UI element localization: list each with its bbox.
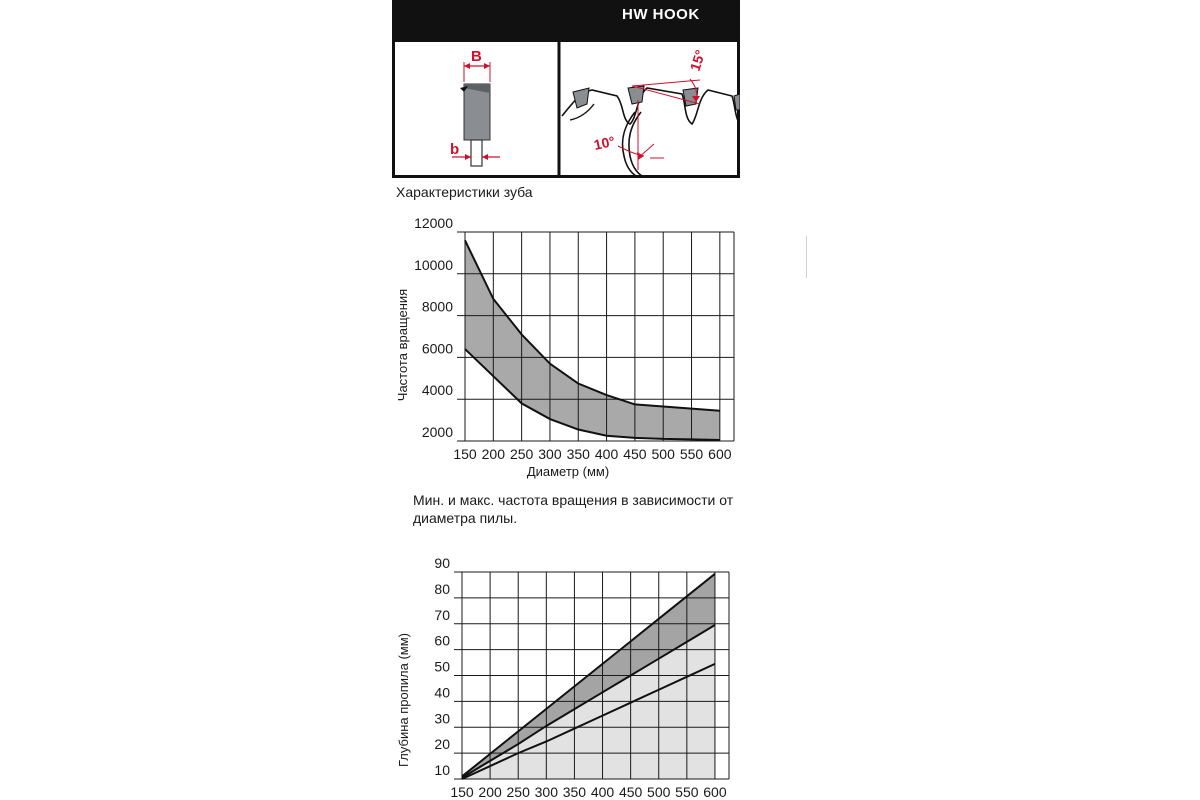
depth-y-tick-label: 90 xyxy=(434,555,450,571)
rpm-y-tick-label: 6000 xyxy=(421,340,453,357)
depth-y-tick-label: 80 xyxy=(434,580,450,597)
depth-y-tick-label: 70 xyxy=(434,606,450,623)
depth-y-tick-label: 10 xyxy=(434,762,450,778)
depth-x-tick-label: 350 xyxy=(562,784,587,800)
rpm-x-axis-title: Диаметр (мм) xyxy=(526,464,610,479)
depth-y-tick-label: 40 xyxy=(434,684,450,701)
rpm-x-tick-label: 300 xyxy=(538,446,562,462)
angle-hook-label: 15° xyxy=(686,47,709,73)
label-B: B xyxy=(471,48,482,65)
label-b: b xyxy=(450,141,460,158)
rpm-range-band xyxy=(465,240,720,440)
rpm-x-tick-label: 200 xyxy=(481,446,505,462)
tooth-type-title: HW HOOK xyxy=(622,6,700,23)
rpm-y-tick-label: 12000 xyxy=(414,215,453,231)
depth-x-tick-label: 550 xyxy=(675,784,699,800)
depth-x-tick-label: 150 xyxy=(450,784,474,800)
rpm-y-tick-label: 4000 xyxy=(421,382,453,399)
depth-x-tick-label: 450 xyxy=(618,784,643,800)
rpm-y-axis-title: Частота вращения xyxy=(395,288,410,402)
depth-y-tick-label: 30 xyxy=(434,710,450,727)
rpm-x-tick-label: 400 xyxy=(594,446,619,462)
depth-y-tick-label: 60 xyxy=(434,632,450,649)
depth-y-tick-label: 50 xyxy=(434,658,450,675)
rpm-x-tick-label: 350 xyxy=(566,446,590,462)
depth-x-tick-label: 300 xyxy=(534,784,558,800)
rpm-y-tick-label: 2000 xyxy=(421,424,453,440)
rpm-y-tick-label: 10000 xyxy=(414,256,453,273)
depth-x-tick-label: 200 xyxy=(478,784,502,800)
depth-x-tick-label: 600 xyxy=(703,784,727,800)
rpm-x-tick-label: 500 xyxy=(651,446,675,462)
depth-x-tick-label: 250 xyxy=(506,784,530,800)
rpm-y-tick-label: 8000 xyxy=(421,298,453,315)
divider-mark xyxy=(806,236,807,278)
depth-y-axis-title: Глубина пропила (мм) xyxy=(396,632,411,768)
angle-clearance-label: 10° xyxy=(592,132,617,153)
depth-x-tick-label: 500 xyxy=(647,784,671,800)
rpm-caption: Мин. и макс. частота вращения в зависимости от диаметра пилы. xyxy=(413,492,734,526)
depth-x-tick-label: 400 xyxy=(590,784,615,800)
rpm-x-tick-label: 150 xyxy=(453,446,477,462)
rpm-x-tick-label: 250 xyxy=(509,446,534,462)
tooth-caption: Характеристики зуба xyxy=(396,184,533,200)
rpm-x-tick-label: 600 xyxy=(708,446,732,462)
depth-y-tick-label: 20 xyxy=(434,736,450,753)
rpm-x-tick-label: 450 xyxy=(623,446,647,462)
rpm-x-tick-label: 550 xyxy=(679,446,704,462)
